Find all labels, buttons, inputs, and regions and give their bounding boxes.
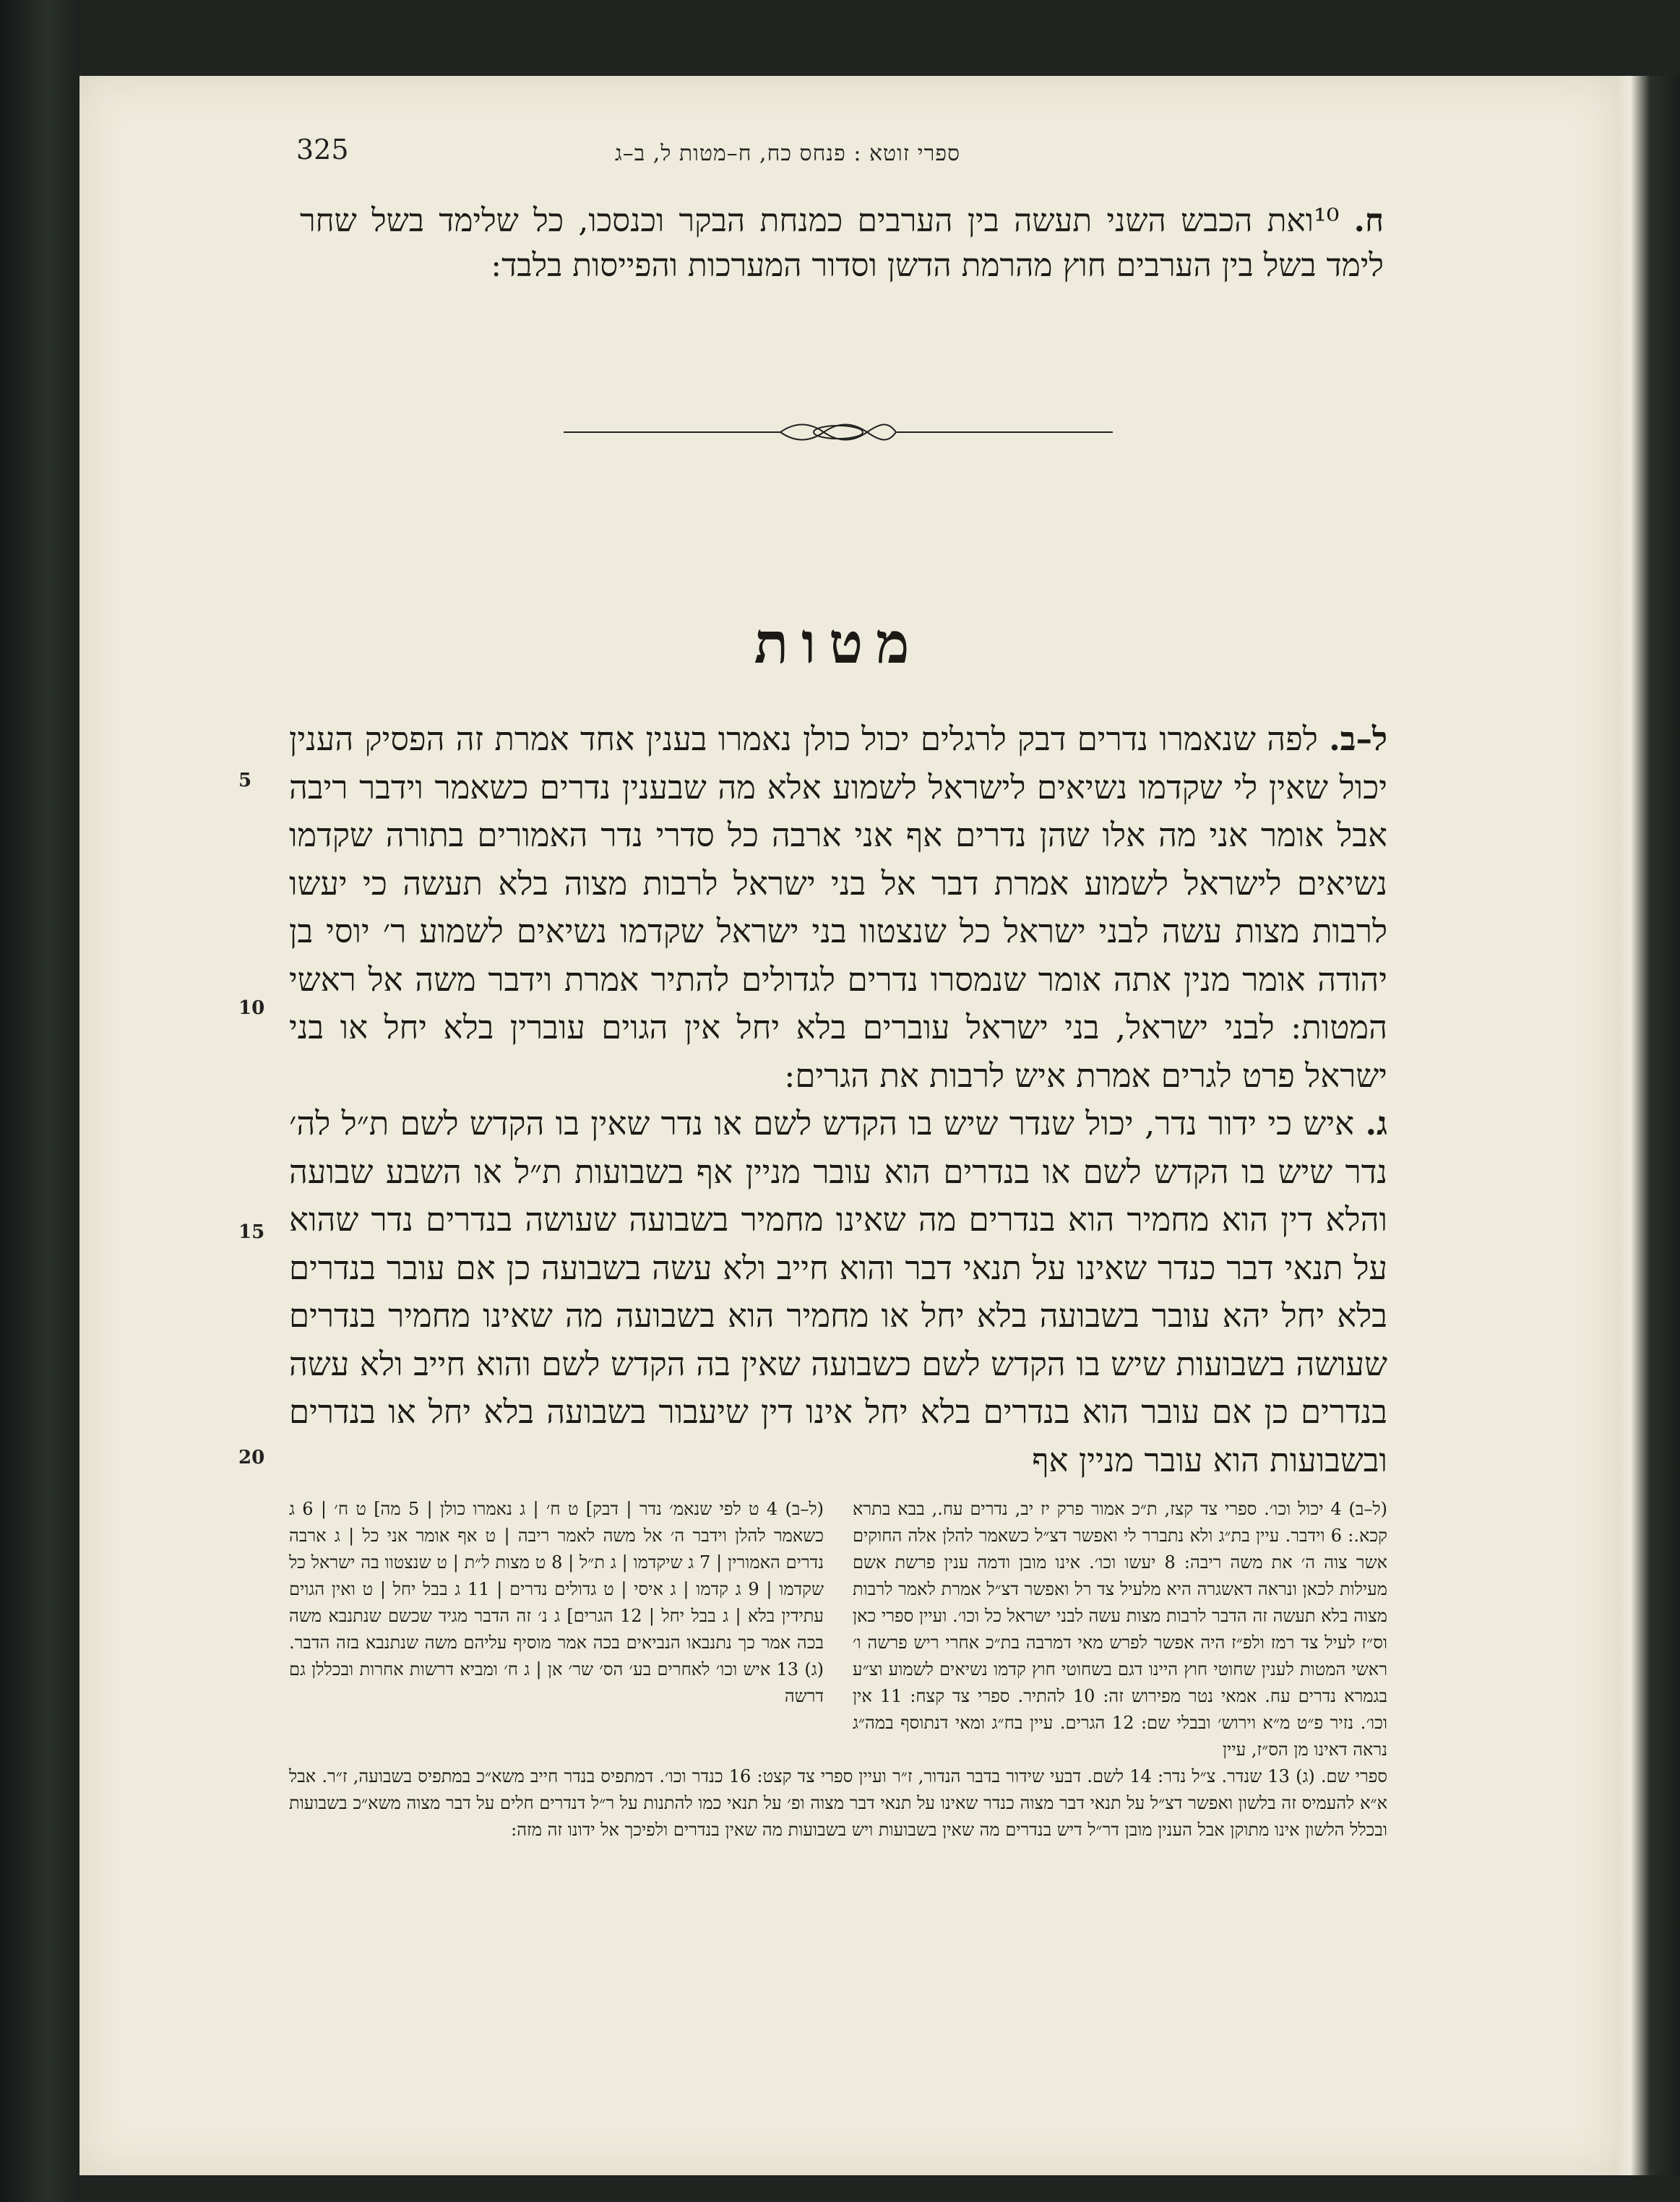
main-text-body xyxy=(289,715,1387,1484)
section-mark: ח. xyxy=(1353,202,1384,239)
footnotes xyxy=(289,1496,1387,1844)
line-number: 10 xyxy=(238,997,265,1019)
paragraph-text: איש כי ידור נדר, יכול שנדר שיש בו הקדש לשם או נדר שאין בו הקדש לשם ת״ל לה׳ נדר שיש בו הקדש לשם או בנדרים הוא עובר מניין אף בשבועות ת״ל או השבע שבועה והלא דין הוא מחמיר הוא בנדרים מה שאינו מחמיר בשבועה שעושה בנדרים נדר שהוא על תנאי דבר כנדר שאינו על תנאי דבר והוא חייב ולא עשה בשבועה כן אם עובר בנדרים בלא יחל יהא עובר בשבועה בלא יחל או מחמיר הוא בשבועה מה שאינו מחמיר בנדרים שעושה בשבועות שיש בו הקדש לשם כשבועה שאין בה הקדש לשם והוא חייב ולא עשה בנדרים כן אם עובר הוא בנדרים בלא יחל אינו דין שיעבור בשבועה בלא יחל או בנדרים ובשבועות הוא עובר מניין אף xyxy=(289,1104,1388,1479)
footnote-commentary: (ל–ב) 4 יכול וכו׳. ספרי צד קצז, ת״כ אמור פרק יז יב, נדרים עח., בבא בתרא קכא.: 6 וידבר. עיין בת״ג ולא נתברר לי ואפשר דצ״ל כשאמר להלן אלה החוקים אשר צוה ה׳ את משה ריבה: 8 יעשו וכו׳. אינו מובן ודמה ענין פרשת אשם מעילות לכאן ונראה דאשגרה היא מלעיל צד רל ואפשר דצ״ל אמרת לאמר לרבות מצוה בלא תעשה זה הדבר לרבות מצות עשה לבני ישראל כל וכו׳. ועיין ספרי כאן וס״ז לעיל צד רמז ולפ״ז היה אפשר לפרש מאי דמרבה בת״כ אחרי ריש פרשה ו׳ ראשי המטות לענין שחוטי חוץ היינו דגם בשחוטי חוץ קדמו נשיאים לשמוע וצ״ע בגמרא נדרים עח. אמאי נטר מפירוש זה: 10 להתיר. ספרי צד קצח: 11 אין וכו׳. נזיר פ״ט מ״א וירוש׳ ובבלי שם: 12 הגרים. עיין בח״ג ומאי דנתוסף במה״ג נראה דאינו מן הס״ז, עיין xyxy=(853,1499,1388,1760)
section-text: ¹⁰ואת הכבש השני תעשה בין הערבים כמנחת הבקר וכנסכו, כל שלימד בשל שחר לימד בשל בין הערבים חוץ מהרמת הדשן וסדור המערכות והפייסות בלבד: xyxy=(300,202,1384,284)
page-number: 325 xyxy=(296,134,349,165)
book-binding-left xyxy=(0,0,79,2202)
ornament-divider xyxy=(564,419,1113,445)
paragraph-mark: ל–ב. xyxy=(1329,720,1387,758)
footnote-continuation: ספרי שם. (ג) 13 שנדר. צ״ל נדר: 14 לשם. דבעי שידור בדבר הנדור, ז״ר ועיין ספרי צד קצט: 16 כנדר וכו׳. דמתפיס בנדר חייב משא״כ במתפיס בשבועה, ז״ר. אבל א״א להעמיס זה בלשון ואפשר דצ״ל על תנאי דבר מצוה כנדר שאינו על תנאי דבר מצוה ופ׳ על תנאי כמו להתנות על ר״ל דנדרים חלים על דבר מצוה משא״כ בשבועות ובכלל הלשון אינו מתוקן אבל הענין מובן דר״ל דיש בנדרים מה שאין בשבועות ויש בשבועות מה שאין בנדרים ולפיכך אל ידונו זה מזה: xyxy=(289,1766,1387,1840)
tractate-title: מטות xyxy=(754,611,923,676)
line-number: 15 xyxy=(238,1221,265,1243)
paragraph-mark: ג. xyxy=(1365,1104,1387,1143)
running-header: ספרי זוטא : פנחס כח, ח–מטות ל, ב–ג xyxy=(614,141,961,166)
paragraph-gimel xyxy=(289,1100,1387,1484)
line-number: 20 xyxy=(238,1447,265,1468)
section-chet-paragraph xyxy=(300,199,1384,288)
footnote-columns xyxy=(289,1496,1387,1763)
footnote-variants: (ל–ב) 4 ט לפי שנאמ׳ נדר | דבק] ט ח׳ | ג נאמרו כולן | 5 מה] ט ח׳ | 6 ג כשאמר להלן וידבר ה׳ אל משה לאמר ריבה | ט אף אומר אני כל | ג ארבה נדרים האמורין | 7 ג שיקדמו | ג ת״ל | 8 ט מצות ל״ת | ט שנצטוו בה ישראל כל שקדמו | 9 ג קדמו | ג איסי | ט גדולים נדרים | 11 ג בבל יחל | ט ואין הגוים עתידין בלא | ג בבל יחל | 12 הגרים] ג נ׳ זה הדבר מגיד שכשם שנתנבא משה בכה אמר כך נתנבאו הנביאים בכה אמר מוסיף עליהם משה שנתנבא בזה הדבר. (ג) 13 איש וכו׳ לאחרים בע׳ הס׳ שר׳ אן | ג ח׳ ומביא דרשות אחרות ובכללן גם דרשה xyxy=(289,1499,824,1706)
line-number: 5 xyxy=(238,770,252,791)
paragraph-text: לפה שנאמרו נדרים דבק לרגלים יכול כולן נאמרו בענין אחד אמרת זה הפסיק הענין יכול שאין לי שקדמו נשיאים לישראל לשמוע אלא מה שבענין נדרים כשאמר וידבר ריבה אבל אומר אני מה אלו שהן נדרים אף אני ארבה כל סדרי נדר האמורים בתורה שקדמו נשיאים לישראל לשמוע אמרת דבר אל בני ישראל לרבות מצוה בלא תעשה כי יעשו לרבות מצות עשה לבני ישראל כל שנצטוו בני ישראל שקדמו נשיאים לשמוע ר׳ יוסי בן יהודה אומר מנין אתה אומר שנמסרו נדרים לגדולים להתיר אמרת וידבר משה אל ראשי המטות: לבני ישראל, בני ישראל עוברים בלא יחל אין הגוים עוברין בלא יחל או בני ישראל פרט לגרים אמרת איש לרבות את הגרים: xyxy=(289,720,1387,1095)
paragraph-lamed-bet xyxy=(289,715,1387,1100)
